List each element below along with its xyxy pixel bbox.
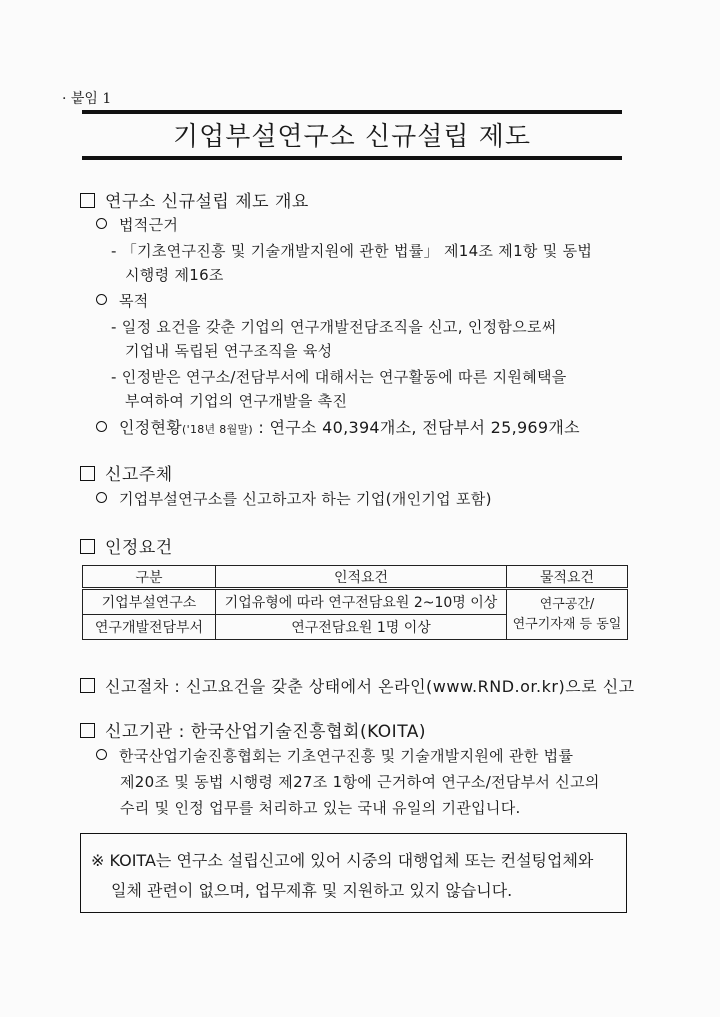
purpose-b-line1: - 인정받은 연구소/전담부서에 대해서는 연구활동에 따른 지원혜택을 [111,368,567,386]
notice-line2: 일체 관련이 없으며, 업무제휴 및 지원하고 있지 않습니다. [111,881,513,900]
circle-bullet-icon [96,421,107,432]
notice-box [80,833,627,913]
purpose-item: 목적 [96,290,149,311]
cell-personnel: 기업유형에 따라 연구전담요원 2~10명 이상 [216,589,507,615]
page-title: 기업부설연구소 신규설립 제도 [172,122,532,152]
circle-bullet-icon [96,218,107,229]
legal-basis-item: 법적근거 [96,214,178,235]
cell-material: 연구공간/ 연구기자재 등 동일 [507,589,628,640]
cell-category: 기업부설연구소 [83,589,216,615]
square-bullet-icon [80,678,95,693]
section-overview-heading: 연구소 신규설립 제도 개요 [80,187,309,212]
notice-line1: ※ KOITA는 연구소 설립신고에 있어 시중의 대행업체 또는 컨설팅업체와 [91,851,594,870]
legal-basis-line1: - 「기초연구진흥 및 기술개발지원에 관한 법률」 제14조 제1항 및 동법 [111,242,593,260]
square-bullet-icon [80,193,95,208]
attachment-label: · 붙임 1 [62,91,112,107]
table-header-row [83,566,628,589]
cell-personnel: 연구전담요원 1명 이상 [216,615,507,640]
legal-basis-line2: 시행령 제16조 [125,266,224,284]
header-personnel: 인적요건 [216,566,507,589]
header-material: 물적요건 [507,566,628,589]
agency-line2: 제20조 및 동법 시행령 제27조 1항에 근거하여 연구소/전담부서 신고의 [120,773,600,791]
square-bullet-icon [80,466,95,481]
header-category: 구분 [83,566,216,589]
title-top-rule [82,110,622,114]
square-bullet-icon [80,723,95,738]
purpose-a-line1: - 일정 요건을 갖춘 기업의 연구개발전담조직을 신고, 인정함으로써 [111,318,557,336]
circle-bullet-icon [96,749,107,760]
reporter-item: 기업부설연구소를 신고하고자 하는 기업(개인기업 포함) [96,488,492,509]
section-requirements-heading: 인정요건 [80,533,173,558]
title-bottom-rule [82,156,622,160]
circle-bullet-icon [96,294,107,305]
section-reporter-heading: 신고주체 [80,460,173,485]
section-agency-heading: 신고기관 : 한국산업기술진흥협회(KOITA) [80,717,426,742]
requirements-table [82,565,628,640]
purpose-b-line2: 부여하여 기업의 연구개발을 촉진 [125,392,348,410]
section-procedure-heading: 신고절차 : 신고요건을 갖춘 상태에서 온라인(www.RND.or.kr)으로 신고 [80,674,635,697]
status-item: 인정현황('18년 8월말) : 연구소 40,394개소, 전담부서 25,969개소 [96,415,580,438]
square-bullet-icon [80,539,95,554]
cell-category: 연구개발전담부서 [83,615,216,640]
agency-line1: 한국산업기술진흥협회는 기초연구진흥 및 기술개발지원에 관한 법률 [96,745,573,766]
circle-bullet-icon [96,492,107,503]
agency-line3: 수리 및 인정 업무를 처리하고 있는 국내 유일의 기관입니다. [120,799,521,817]
table-row [83,589,628,615]
purpose-a-line2: 기업내 독립된 연구조직을 육성 [125,342,333,360]
